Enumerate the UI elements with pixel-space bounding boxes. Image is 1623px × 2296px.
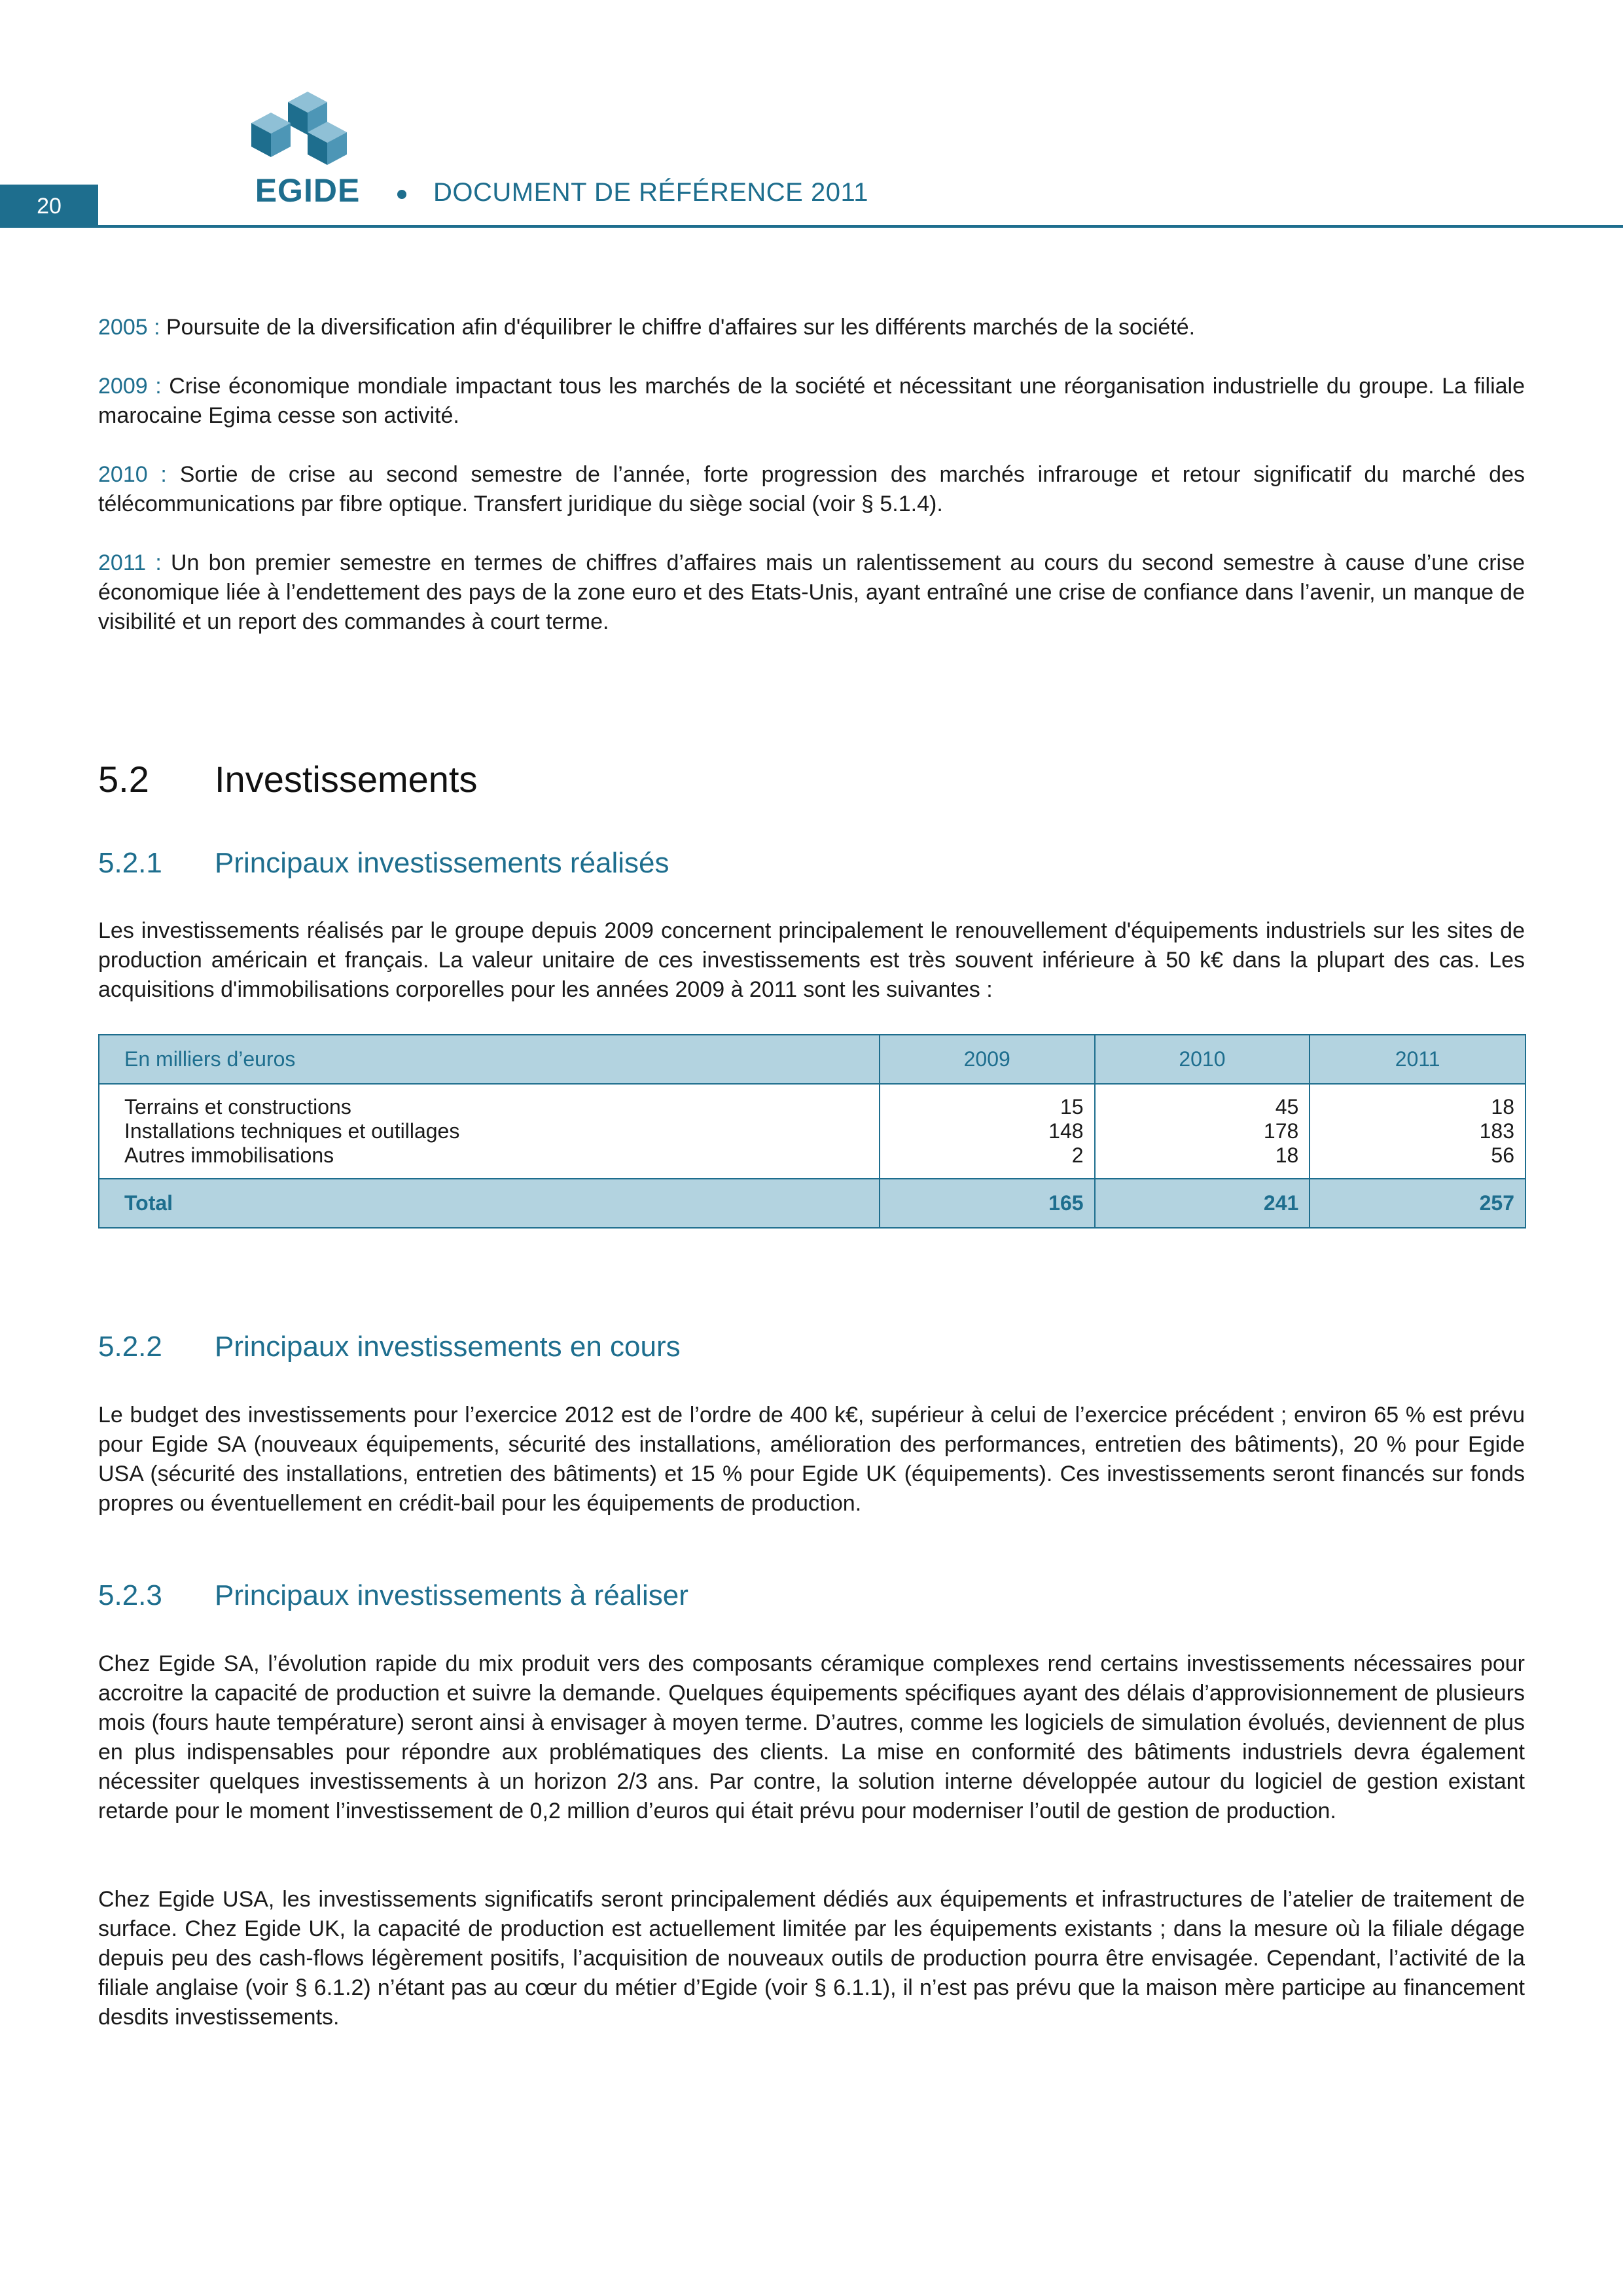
row-label: Terrains et constructions: [124, 1095, 351, 1119]
paragraph-text: Chez Egide USA, les investissements significatifs seront principalement dédiés aux équipements et infrastructures de l’atelier de traitement de surface. Chez Egide UK, la capacité de production est actuellement limitée par les équipements existants ; dans la mesure où la filiale dégage depuis peu des cash-flows légèrement positifs, l’acquisition de nouveaux outils de production pourra être envisagée. Cependant, l’activité de la filiale anglaise (voir § 6.1.2) n’étant pas au cœur du métier d’Egide (voir § 6.1.1), il n’est pas prévu que la maison mère participe au financement desdits investissements.: [98, 1887, 1525, 2030]
table-cell: 2: [1071, 1143, 1084, 1167]
section-number: 5.2.1: [98, 847, 162, 879]
investments-table: [98, 1034, 1526, 1229]
egide-logo: [247, 84, 368, 207]
table-cell: 148: [1048, 1119, 1084, 1143]
section-heading-5-2: [98, 758, 478, 800]
table-cell: 18: [1491, 1095, 1514, 1119]
history-text: Sortie de crise au second semestre de l’année, forte progression des marchés infrarouge et retour significatif du marché des télécommunications par fibre optique. Transfert juridique du siège social (voir § 5.1.4).: [98, 462, 1525, 516]
section-title: Principaux investissements réalisés: [215, 847, 669, 879]
history-2005: [98, 313, 1525, 342]
history-2010: [98, 460, 1525, 519]
year-label: 2005 :: [98, 315, 160, 340]
table-cell: 178: [1263, 1119, 1299, 1143]
section-heading-5-2-3: [98, 1579, 688, 1612]
section-heading-5-2-1: [98, 847, 669, 880]
history-2009: [98, 372, 1525, 431]
document-title: DOCUMENT DE RÉFÉRENCE 2011: [433, 178, 868, 207]
total-cell: 165: [880, 1179, 1095, 1228]
history-text: Poursuite de la diversification afin d'équilibrer le chiffre d'affaires sur les différents marchés de la société.: [166, 315, 1196, 340]
table-cell: 45: [1275, 1095, 1299, 1119]
section-number: 5.2.2: [98, 1331, 162, 1363]
year-label: 2011 :: [98, 550, 162, 575]
paragraph-5-2-1: [98, 916, 1525, 1005]
header-bullet: [397, 190, 406, 199]
header-rule: [98, 225, 1623, 228]
section-number: 5.2.3: [98, 1579, 162, 1611]
table-header-row: [99, 1035, 1525, 1084]
section-title: Principaux investissements à réaliser: [215, 1579, 688, 1611]
section-title: Investissements: [215, 759, 478, 800]
paragraph-5-2-3-b: [98, 1885, 1525, 2032]
total-cell: 257: [1310, 1179, 1525, 1228]
paragraph-text: Les investissements réalisés par le groupe depuis 2009 concernent principalement le renouvellement d'équipements industriels sur les sites de production américain et français. La valeur unitaire de ces investissements est très souvent inférieure à 50 k€ dans la plupart des cas. Les acquisitions d'immobilisations corporelles pour les années 2009 à 2011 sont les suivantes :: [98, 918, 1525, 1002]
column-header: 2009: [880, 1035, 1095, 1084]
history-text: Crise économique mondiale impactant tous les marchés de la société et nécessitant une réorganisation industrielle du groupe. La filiale marocaine Egima cesse son activité.: [98, 374, 1525, 428]
row-label: Installations techniques et outillages: [124, 1119, 460, 1143]
column-header: 2010: [1095, 1035, 1310, 1084]
total-cell: 241: [1095, 1179, 1310, 1228]
column-header: 2011: [1310, 1035, 1525, 1084]
section-title: Principaux investissements en cours: [215, 1331, 681, 1363]
paragraph-text: Chez Egide SA, l’évolution rapide du mix produit vers des composants céramique complexes rend certains investissements nécessaires pour accroitre la capacité de production et suivre la demande. Quelques équipements spécifiques ayant des délais d’approvisionnement de plusieurs mois (fours haute température) seront ainsi à envisager à moyen terme. D’autres, comme les logiciels de simulation évolués, deviennent de plus en plus indispensables pour répondre aux problématiques des clients. La mise en conformité des bâtiments industriels devra également nécessiter quelques investissements à un horizon 2/3 ans. Par contre, la solution interne développée autour du logiciel de gestion existant retarde pour le moment l’investissement de 0,2 million d’euros qui était prévu pour moderniser l’outil de gestion de production.: [98, 1651, 1525, 1823]
paragraph-5-2-2: [98, 1401, 1525, 1518]
table-cell: 15: [1060, 1095, 1084, 1119]
row-label: Autres immobilisations: [124, 1143, 334, 1167]
table-body-row: [99, 1084, 1525, 1179]
table-cell: 183: [1479, 1119, 1514, 1143]
table-cell: 56: [1491, 1143, 1514, 1167]
history-2011: [98, 548, 1525, 637]
values-2011-cell: [1310, 1084, 1525, 1179]
year-label: 2009 :: [98, 374, 162, 399]
logo-text: EGIDE: [255, 172, 361, 207]
paragraph-5-2-3-a: [98, 1649, 1525, 1826]
row-labels-cell: [99, 1084, 880, 1179]
page-number: 20: [0, 185, 98, 228]
total-label: Total: [99, 1179, 880, 1228]
table-cell: 18: [1275, 1143, 1299, 1167]
section-heading-5-2-2: [98, 1331, 681, 1363]
table-total-row: [99, 1179, 1525, 1228]
paragraph-text: Le budget des investissements pour l’exercice 2012 est de l’ordre de 400 k€, supérieur à celui de l’exercice précédent ; environ 65 % est prévu pour Egide SA (nouveaux équipements, sécurité des installations, amélioration des performances, entretien des bâtiments), 20 % pour Egide USA (sécurité des installations, entretien des bâtiments) et 15 % pour Egide UK (équipements). Ces investissements seront financés sur fonds propres ou éventuellement en crédit-bail pour les équipements de production.: [98, 1403, 1525, 1516]
year-label: 2010 :: [98, 462, 167, 487]
column-header: En milliers d’euros: [99, 1035, 880, 1084]
section-number: 5.2: [98, 759, 149, 800]
values-2010-cell: [1095, 1084, 1310, 1179]
values-2009-cell: [880, 1084, 1095, 1179]
history-text: Un bon premier semestre en termes de chiffres d’affaires mais un ralentissement au cours du second semestre à cause d’une crise économique liée à l’endettement des pays de la zone euro et des Etats-Unis, ayant entraîné une crise de confiance dans l’avenir, un manque de visibilité et un report des commandes à court terme.: [98, 550, 1525, 634]
